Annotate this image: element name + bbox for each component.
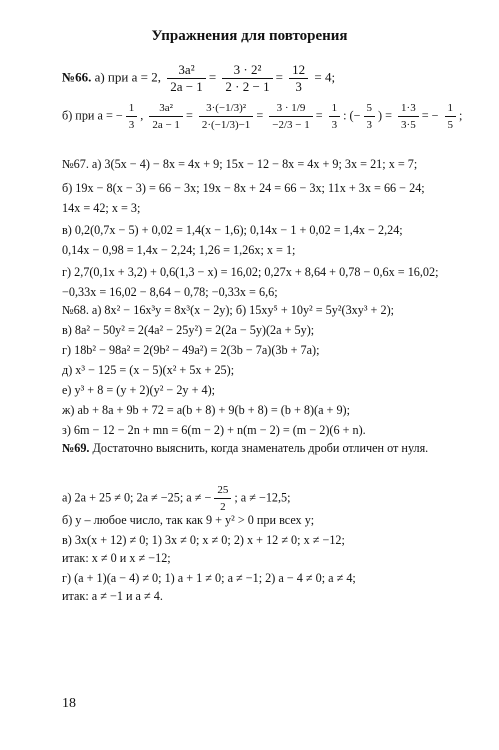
ex67-line-5: 0,14x − 0,98 = 1,4x − 2,24; 1,26 = 1,26x; x = 1; xyxy=(62,243,296,257)
ex69-intro-text: Достаточно выяснить, когда знаменатель дроби отличен от нуля. xyxy=(92,441,429,455)
ex68-line-3: г) 18b² − 98a² = 2(9b² − 49a²) = 2(3b − 7a)(3b + 7a); xyxy=(62,343,320,357)
ex66-b-frac4b: $\frac{5}{3}$ xyxy=(364,100,376,133)
ex66-b-text: б) при a = − xyxy=(62,108,123,123)
ex66-b-frac5: $\frac{1\cdot 3}{3\cdot 5}$ xyxy=(398,100,419,133)
ex69-number: №69. xyxy=(62,441,90,455)
ex67-line-2: б) 19x − 8(x − 3) = 66 − 3x; 19x − 8x + 24 = 66 − 3x; 11x + 3x = 66 − 24; xyxy=(62,181,425,195)
ex66-a-frac3: $\frac{12}{3}$ xyxy=(289,62,308,95)
ex69-b-line: б) y – любое число, так как 9 + y² > 0 при всех y; xyxy=(62,513,315,527)
ex66-b-frac4a: $\frac{1}{3}$ xyxy=(329,100,341,133)
ex69-a-pre: а) 2a + 25 ≠ 0; 2a ≠ −25; a ≠ − xyxy=(62,490,212,505)
ex67-line-7: −0,33x = 16,02 − 8,64 − 0,78; −0,33x = 6,6; xyxy=(62,285,278,299)
ex69-a-line xyxy=(62,482,482,515)
ex68-line-6: ж) ab + 8a + 9b + 72 = a(b + 8) + 9(b + 8) = (b + 8)(a + 9); xyxy=(62,403,351,417)
ex68-line-4: д) x³ − 125 = (x − 5)(x² + 5x + 25); xyxy=(62,363,235,377)
page-number: 18 xyxy=(62,696,76,711)
ex69-v-result: итак: x ≠ 0 и x ≠ −12; xyxy=(62,551,171,565)
ex66-a-frac1: $\frac{\text{3a²}}{2a - 1}$ xyxy=(167,62,206,95)
ex66-b-frac6: $\frac{1}{5}$ xyxy=(445,100,457,133)
ex68-line-7: з) 6m − 12 − 2n + mn = 6(m − 2) + n(m − 2) = (m − 2)(6 + n). xyxy=(62,423,366,437)
ex69-v-line: в) 3x(x + 12) ≠ 0; 1) 3x ≠ 0; x ≠ 0; 2) x + 12 ≠ 0; x ≠ −12; xyxy=(62,533,345,547)
ex66-b-frac1: $\frac{\text{3a²}}{2a - 1}$ xyxy=(149,100,183,133)
ex68-line-2: в) 8a² − 50y² = 2(4a² − 25y²) = 2(2a − 5y)(2a + 5y); xyxy=(62,323,315,337)
ex69-g-line: г) (a + 1)(a − 4) ≠ 0; 1) a + 1 ≠ 0; a ≠ −1; 2) a − 4 ≠ 0; a ≠ 4; xyxy=(62,571,356,585)
ex68-line-5: е) y³ + 8 = (y + 2)(y² − 2y + 4); xyxy=(62,383,216,397)
ex69-intro xyxy=(62,440,482,456)
ex67-line-6: г) 2,7(0,1x + 3,2) + 0,6(1,3 − x) = 16,02; 0,27x + 8,64 + 0,78 − 0,6x = 16,02; xyxy=(62,265,439,279)
ex68-line-1: №68. а) 8x² − 16x³y = 8x³(x − 2y); б) 15xy⁵ + 10y² = 5y²(3xy³ + 2); xyxy=(62,303,395,317)
ex69-a-post: ; a ≠ −12,5; xyxy=(234,490,291,505)
ex66-b-line: б) при a = − $\frac{1}{3}$ , $\frac{\text{3a²}}{2a - 1}$ = $\frac{\text{3·(−1/3)²}}{2\cdot(-1/3)-1}$ = $\frac{3 \cdot 1/9}{-2/3 - 1}$ = $\frac{1}{3}$ : (− $\frac{5}{3}$ ) = $\frac{1\cdot 3}{3\cdot 5}$ = − $\frac{1}{5}$ ; xyxy=(62,102,463,131)
ex66-a-text: а) при a = 2, xyxy=(94,69,161,85)
ex66-a-line: №66. а) при a = 2, $\frac{\text{3a²}}{2a - 1}$ = $\frac{\text{3 · 2²}}{2 \cdot 2 - 1}$ = $\frac{12}{3}$ = 4; xyxy=(62,62,336,94)
ex66-a-end: = 4; xyxy=(314,69,336,85)
ex69-a-frac: $\frac{25}{2}$ xyxy=(214,482,231,515)
ex66-b-frac0: $\frac{1}{3}$ xyxy=(126,100,138,133)
ex66-number: №66. xyxy=(62,69,92,85)
ex67-line-3: 14x = 42; x = 3; xyxy=(62,201,141,215)
ex67-line-4: в) 0,2(0,7x − 5) + 0,02 = 1,4(x − 1,6); 0,14x − 1 + 0,02 = 1,4x − 2,24; xyxy=(62,223,403,237)
ex66-b-frac3: $\frac{3 \cdot 1/9}{-2/3 - 1}$ xyxy=(269,100,312,133)
ex69-g-result: итак: a ≠ −1 и a ≠ 4. xyxy=(62,589,163,603)
page-title: Упражнения для повторения xyxy=(151,28,348,44)
ex67-line-1: №67. а) 3(5x − 4) − 8x = 4x + 9; 15x − 12 − 8x = 4x + 9; 3x = 21; x = 7; xyxy=(62,157,418,171)
ex66-a-frac2: $\frac{\text{3 · 2²}}{2 \cdot 2 - 1}$ xyxy=(222,62,272,95)
ex66-b-frac2: $\frac{\text{3·(−1/3)²}}{2\cdot(-1/3)-1}$ xyxy=(199,100,253,133)
